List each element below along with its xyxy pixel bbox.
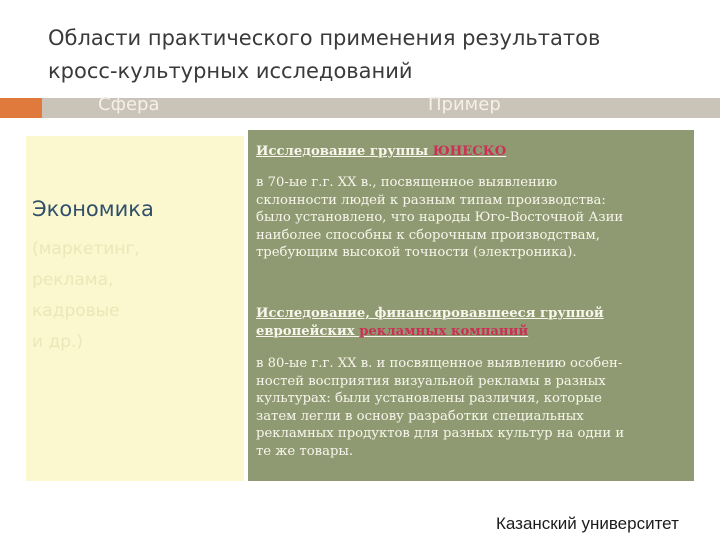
example-2-line: культурах: были установлены различия, которые: [256, 391, 602, 407]
slide-title: [48, 22, 708, 88]
example-2-line: рекламных продуктов для разных культур на одни и: [256, 426, 625, 442]
example-2-line: те же товары.: [256, 443, 354, 459]
example-2-heading-line-2: [256, 323, 692, 341]
ad-companies-link[interactable]: рекламных компаний: [359, 323, 529, 339]
example-2-heading: [256, 305, 692, 340]
example-2-line: в 80-ые г.г. XX в. и посвященное выявлению особен-: [256, 356, 623, 371]
sphere-description-line: (маркетинг,: [32, 239, 140, 259]
slide-title-line-2: кросс-культурных исследований: [48, 59, 413, 83]
example-1-body: [256, 174, 692, 262]
sphere-description-line: кадровые: [32, 301, 120, 321]
sphere-title: Экономика: [32, 197, 154, 221]
sphere-description-line: и др.): [32, 332, 84, 352]
example-2-heading-text: европейских: [256, 323, 360, 339]
example-2-line: затем легли в основу разработки специальных: [256, 408, 584, 424]
footer-university: Казанский университет: [496, 514, 679, 533]
sphere-description: [32, 234, 202, 358]
example-2-heading-line-1: Исследование, финансировавшееся группой: [256, 306, 604, 321]
slide-title-line-1: Области практического применения результатов: [48, 26, 601, 50]
column-header-example: Пример: [428, 94, 501, 115]
example-1-line: в 70-ые г.г. XX в., посвященное выявлению: [256, 175, 558, 190]
column-header-sphere: Сфера: [98, 94, 160, 115]
example-1-heading: [256, 143, 692, 161]
example-2-line: ностей восприятия визуальной рекламы в разных: [256, 373, 606, 389]
example-1-line: наиболее способны к сборочным производствам,: [256, 227, 600, 243]
example-1-line: было установлено, что народы Юго-Восточной Азии: [256, 210, 624, 226]
example-1-line: склонности людей к разным типам производства:: [256, 192, 606, 208]
unesco-link[interactable]: ЮНЕСКО: [432, 144, 507, 159]
header-accent-bar: [0, 98, 42, 118]
sphere-description-line: реклама,: [32, 270, 114, 290]
example-2-body: [256, 355, 692, 461]
example-1-heading-text: Исследование группы: [256, 144, 433, 159]
example-1-line: требующим высокой точности (электроника).: [256, 245, 577, 261]
